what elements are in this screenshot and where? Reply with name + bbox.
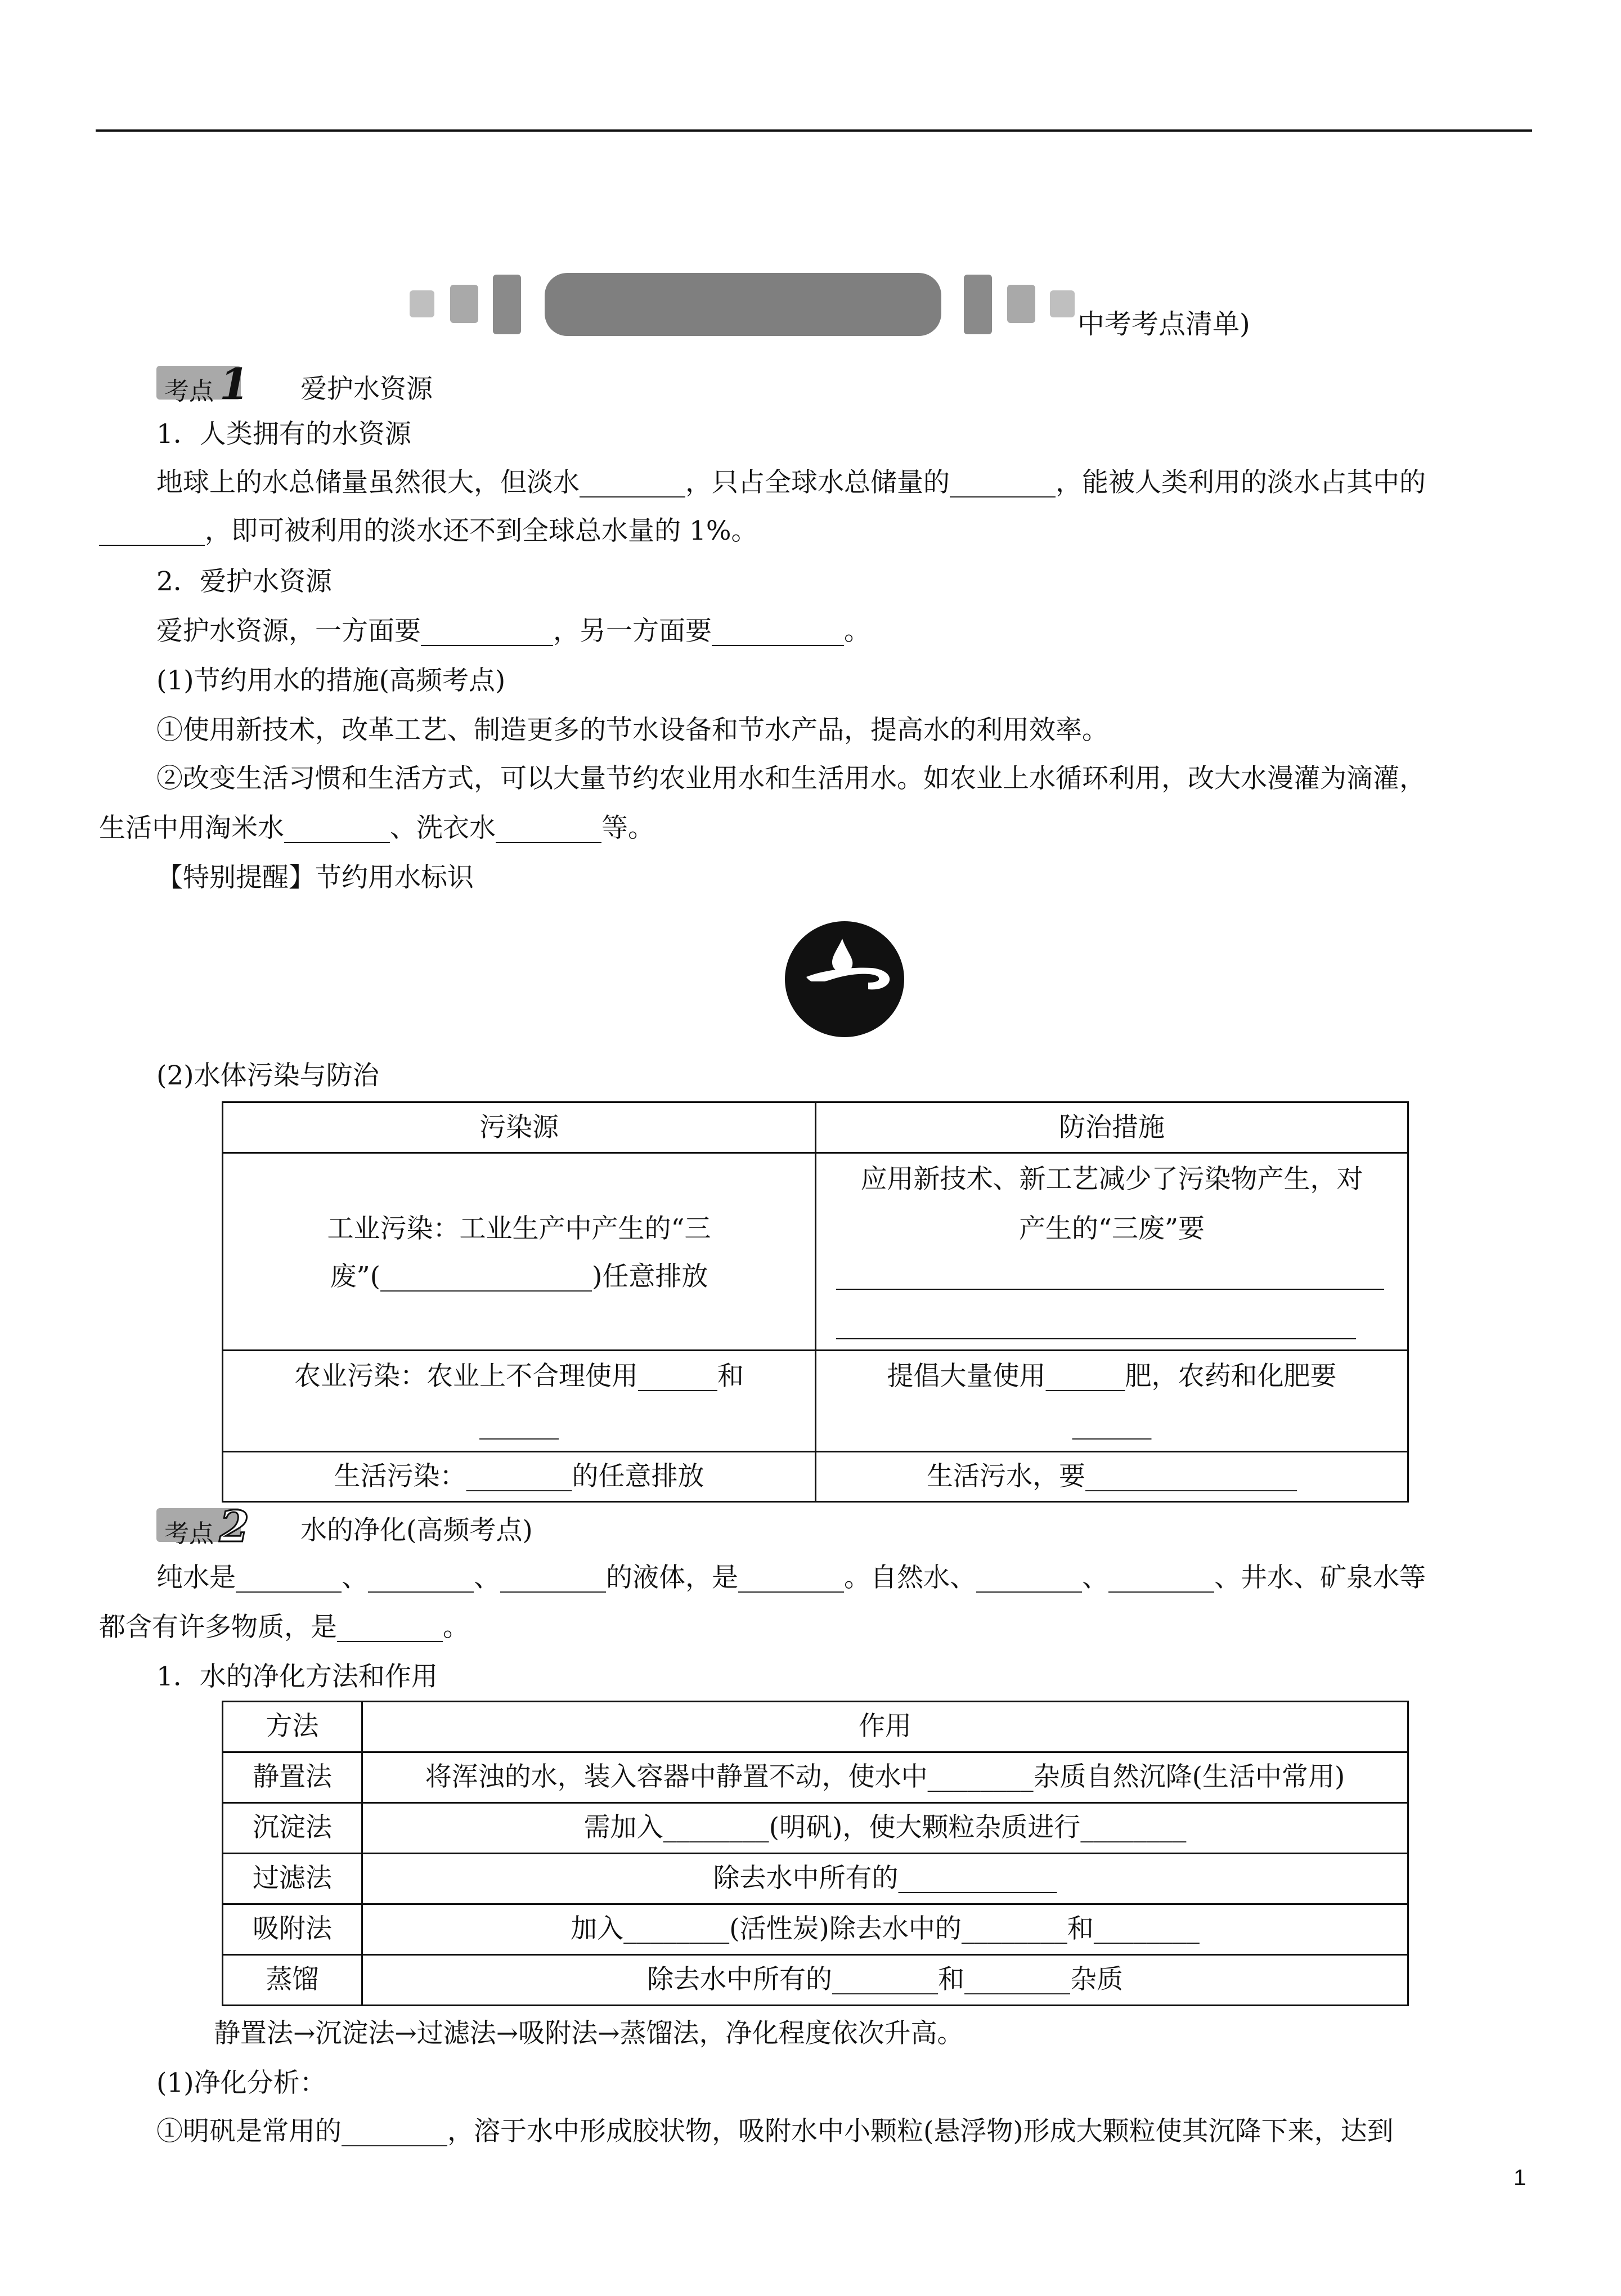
p1-item2-line1: ②改变生活习惯和生活方式，可以大量节约农业用水和生活用水。如农业上水循环利用，改大水漫灌为滴灌， — [156, 763, 1426, 794]
banner-square-left-2 — [450, 285, 478, 323]
effect-precipitation: 需加入________(明矾)，使大颗粒杂质进行________ — [583, 1812, 1187, 1843]
effect-settling: 将浑浊的水，装入容器中静置不动，使水中________杂质自然沉降(生活中常用) — [425, 1761, 1345, 1792]
agricultural-measure-line1: 提倡大量使用______肥，农药和化肥要 — [887, 1361, 1337, 1392]
topic2-line1: 纯水是________、________、________的液体，是________。自然水、________、________、井水、矿泉水等 — [156, 1562, 1426, 1593]
industrial-measure-line1: 应用新技术、新工艺减少了污染物产生，对 — [860, 1164, 1363, 1195]
industrial-measure-line2: 产生的“三废”要 — [1018, 1213, 1205, 1244]
topic2-line2: 都含有许多物质，是________。 — [99, 1612, 469, 1643]
purification-sequence: 静置法→沉淀法→过滤法→吸附法→蒸馏法，净化程度依次升高。 — [214, 2018, 964, 2049]
pollution-header-source: 污染源 — [479, 1112, 559, 1143]
topic1-title: 爱护水资源 — [300, 374, 433, 405]
agricultural-source-line2: ______ — [479, 1409, 559, 1440]
badge-label: 考点 — [164, 377, 214, 406]
banner-square-left-1 — [410, 290, 434, 317]
method-distillation: 蒸馏 — [266, 1964, 319, 1995]
banner-bar-left — [493, 275, 521, 334]
topic2-title: 水的净化(高频考点) — [300, 1515, 533, 1546]
banner-square-right-2 — [1007, 285, 1035, 323]
effect-distillation: 除去水中所有的________和________杂质 — [647, 1964, 1123, 1995]
agricultural-measure-line2: ______ — [1072, 1409, 1152, 1440]
water-saving-logo — [784, 918, 905, 1040]
banner-square-right-1 — [1050, 290, 1075, 317]
s1-line1: 地球上的水总储量虽然很大，但淡水________，只占全球水总储量的________，能被人类利用的淡水占其中的 — [156, 467, 1426, 498]
industrial-source-line2: 废”(________________)任意排放 — [330, 1261, 708, 1292]
p1-heading: (1)节约用水的措施(高频考点) — [156, 665, 506, 696]
industrial-measure-blank-2 — [836, 1338, 1356, 1339]
banner-bar-right — [964, 275, 992, 334]
analysis-line1: ①明矾是常用的________，溶于水中形成胶状物，吸附水中小颗粒(悬浮物)形成大颗粒使其沉降下来，达到 — [156, 2116, 1394, 2147]
s1-line2: ________，即可被利用的淡水还不到全球总水量的 1%。 — [99, 515, 758, 546]
s1-heading: 1．人类拥有的水资源 — [156, 419, 411, 450]
s2-heading: 2．爱护水资源 — [156, 566, 332, 597]
banner-pill — [545, 273, 941, 336]
badge-label: 考点 — [164, 1519, 214, 1548]
method-adsorption: 吸附法 — [253, 1913, 332, 1944]
banner-title: 中考考点清单) — [1077, 308, 1250, 340]
p1-item1: ①使用新技术，改革工艺、制造更多的节水设备和节水产品，提高水的利用效率。 — [156, 715, 1108, 746]
topic-badge-2 — [156, 1501, 249, 1551]
method-settling: 静置法 — [253, 1761, 332, 1792]
topic2-s1-heading: 1．水的净化方法和作用 — [156, 1661, 438, 1692]
domestic-source: 生活污染：________的任意排放 — [334, 1461, 704, 1492]
badge-number: 2 — [219, 1501, 249, 1551]
industrial-measure-blank-1 — [836, 1289, 1384, 1290]
p1-item2-line2: 生活中用淘米水________、洗衣水________等。 — [99, 813, 654, 844]
method-filtration: 过滤法 — [253, 1863, 332, 1894]
special-tip: 【特别提醒】节约用水标识 — [156, 862, 474, 893]
method-precipitation: 沉淀法 — [253, 1812, 332, 1843]
p2-heading: (2)水体污染与防治 — [156, 1060, 379, 1091]
badge-number: 1 — [219, 359, 249, 409]
s2-line1: 爱护水资源，一方面要__________，另一方面要__________。 — [156, 616, 870, 647]
header-rule — [96, 129, 1532, 132]
topic-badge-1 — [156, 359, 249, 409]
analysis-heading: (1)净化分析： — [156, 2068, 326, 2098]
effect-filtration: 除去水中所有的____________ — [713, 1863, 1057, 1894]
effect-adsorption: 加入________(活性炭)除去水中的________和________ — [571, 1913, 1200, 1944]
purify-header-method: 方法 — [266, 1711, 319, 1742]
page-number: 1 — [1514, 2165, 1526, 2190]
industrial-source-line1: 工业污染：工业生产中产生的“三 — [327, 1213, 711, 1244]
pollution-header-measure: 防治措施 — [1059, 1112, 1165, 1143]
purify-header-effect: 作用 — [859, 1711, 911, 1742]
domestic-measure: 生活污水，要________________ — [927, 1461, 1297, 1492]
agricultural-source-line1: 农业污染：农业上不合理使用______和 — [294, 1361, 744, 1392]
